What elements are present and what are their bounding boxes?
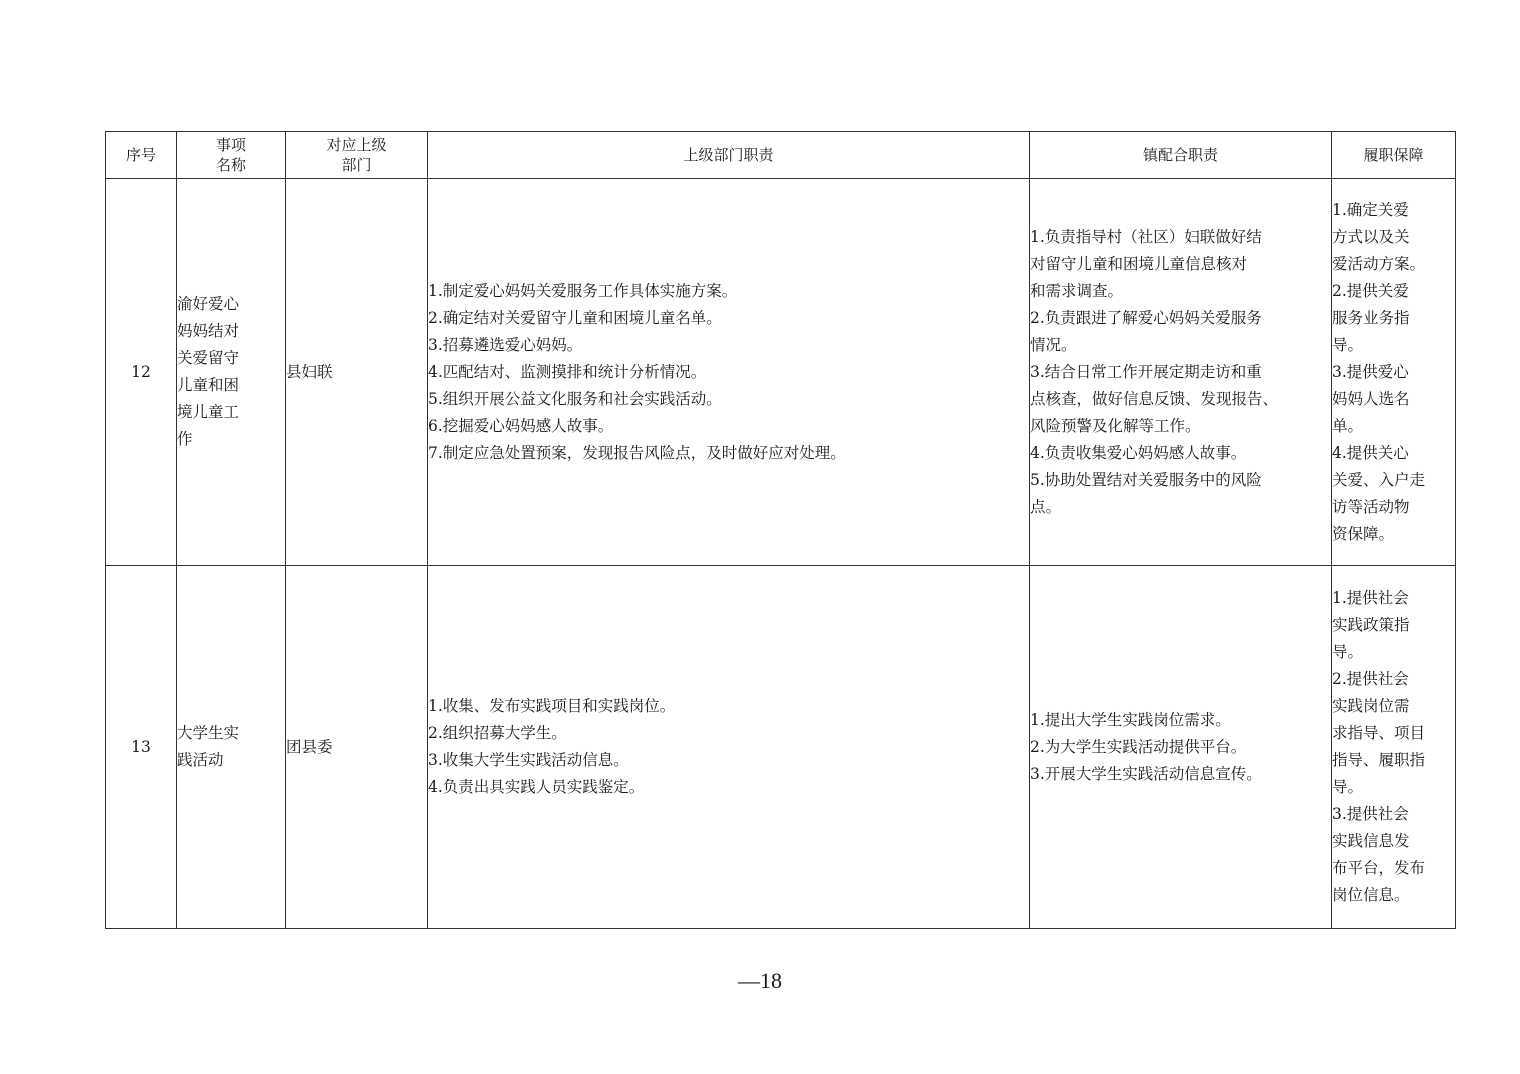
page-number: —18 xyxy=(738,968,782,993)
guarantee xyxy=(1332,179,1456,566)
text-line: 3.提供社会 xyxy=(1332,805,1409,823)
text-line: 妈妈人选名 xyxy=(1332,389,1410,408)
text-line: 3.结合日常工作开展定期走访和重 xyxy=(1030,362,1262,381)
text-line: 关爱、入户走 xyxy=(1332,470,1426,489)
text-line: 大学生实 xyxy=(177,724,240,742)
text-line: 2.负责跟进了解爱心妈妈关爱服务 xyxy=(1030,308,1262,327)
text-line: 1.提出大学生实践岗位需求。 xyxy=(1030,710,1231,729)
text-line: 求指导、项目 xyxy=(1332,724,1426,742)
text-line: 实践政策指 xyxy=(1332,616,1410,634)
text-line: 1.收集、发布实践项目和实践岗位。 xyxy=(428,697,676,715)
text-line: 实践岗位需 xyxy=(1332,697,1410,715)
town-duties xyxy=(1030,566,1332,929)
upper-duties xyxy=(428,566,1030,929)
text-line: 和需求调查。 xyxy=(1030,281,1124,300)
text-line: 对留守儿童和困境儿童信息核对 xyxy=(1030,254,1248,273)
text-line: 指导、履职指 xyxy=(1332,751,1426,769)
text-line: 4.负责出具实践人员实践鉴定。 xyxy=(428,778,645,796)
text-line: 2.为大学生实践活动提供平台。 xyxy=(1030,737,1247,756)
text-line: 3.开展大学生实践活动信息宣传。 xyxy=(1030,764,1262,783)
text-line: 1.提供社会 xyxy=(1332,589,1409,607)
text-line: 1.确定关爱 xyxy=(1332,200,1409,219)
table-row xyxy=(106,566,1456,929)
row-number: 13 xyxy=(106,566,177,929)
text-line: 布平台，发布 xyxy=(1332,859,1426,877)
text-line: 践活动 xyxy=(177,751,224,769)
text-line: 2.组织招募大学生。 xyxy=(428,724,567,742)
text-line: 2.确定结对关爱留守儿童和困境儿童名单。 xyxy=(428,308,722,327)
header-upper-duties: 上级部门职责 xyxy=(428,132,1030,179)
text-line: 点。 xyxy=(1030,497,1062,516)
text-line: 3.提供爱心 xyxy=(1332,362,1409,381)
text-line: 妈妈结对 xyxy=(177,322,240,340)
item-name xyxy=(177,566,286,929)
text-line: 情况。 xyxy=(1030,335,1077,354)
header-row xyxy=(106,132,1456,179)
text-line: 关爱留守 xyxy=(177,349,240,367)
text-line: 2.提供关爱 xyxy=(1332,281,1409,300)
header-name xyxy=(177,132,286,179)
text-line: 导。 xyxy=(1332,778,1364,796)
text-line: 渝好爱心 xyxy=(177,295,240,313)
text-line: 5.组织开展公益文化服务和社会实践活动。 xyxy=(428,389,722,408)
text-line: 导。 xyxy=(1332,335,1364,354)
table-row xyxy=(106,179,1456,566)
text-line: 点核查，做好信息反馈、发现报告、 xyxy=(1030,389,1279,408)
text-line: 7.制定应急处置预案，发现报告风险点，及时做好应对处理。 xyxy=(428,443,846,462)
text-line: 6.挖掘爱心妈妈感人故事。 xyxy=(428,416,614,435)
text-line: 访等活动物 xyxy=(1332,497,1410,516)
text-line: 服务业务指 xyxy=(1332,308,1410,327)
text-line: 单。 xyxy=(1332,416,1364,435)
text-line: 导。 xyxy=(1332,643,1364,661)
text-line: 儿童和困 xyxy=(177,376,240,394)
header-name-line: 名称 xyxy=(215,156,246,174)
town-duties xyxy=(1030,179,1332,566)
text-line: 4.匹配结对、监测摸排和统计分析情况。 xyxy=(428,362,707,381)
header-town-duties: 镇配合职责 xyxy=(1030,132,1332,179)
duty-table xyxy=(105,131,1456,929)
header-dept xyxy=(286,132,428,179)
department: 县妇联 xyxy=(286,179,428,566)
text-line: 境儿童工 xyxy=(177,403,240,421)
header-dept-line: 对应上级 xyxy=(326,136,387,154)
text-line: 2.提供社会 xyxy=(1332,670,1409,688)
text-line: 作 xyxy=(177,430,193,448)
text-line: 实践信息发 xyxy=(1332,832,1410,850)
text-line: 方式以及关 xyxy=(1332,227,1410,246)
text-line: 风险预警及化解等工作。 xyxy=(1030,416,1201,435)
header-no: 序号 xyxy=(106,132,177,179)
department: 团县委 xyxy=(286,566,428,929)
guarantee xyxy=(1332,566,1456,929)
text-line: 岗位信息。 xyxy=(1332,886,1410,904)
text-line: 3.收集大学生实践活动信息。 xyxy=(428,751,629,769)
text-line: 资保障。 xyxy=(1332,524,1395,543)
item-name xyxy=(177,179,286,566)
text-line: 1.制定爱心妈妈关爱服务工作具体实施方案。 xyxy=(428,281,738,300)
upper-duties xyxy=(428,179,1030,566)
header-guarantee: 履职保障 xyxy=(1332,132,1456,179)
text-line: 1.负责指导村（社区）妇联做好结 xyxy=(1030,227,1262,246)
header-name-line: 事项 xyxy=(215,136,246,154)
header-dept-line: 部门 xyxy=(341,156,372,174)
text-line: 4.负责收集爱心妈妈感人故事。 xyxy=(1030,443,1247,462)
text-line: 爱活动方案。 xyxy=(1332,254,1426,273)
text-line: 4.提供关心 xyxy=(1332,443,1409,462)
text-line: 5.协助处置结对关爱服务中的风险 xyxy=(1030,470,1262,489)
text-line: 3.招募遴选爱心妈妈。 xyxy=(428,335,583,354)
row-number: 12 xyxy=(106,179,177,566)
